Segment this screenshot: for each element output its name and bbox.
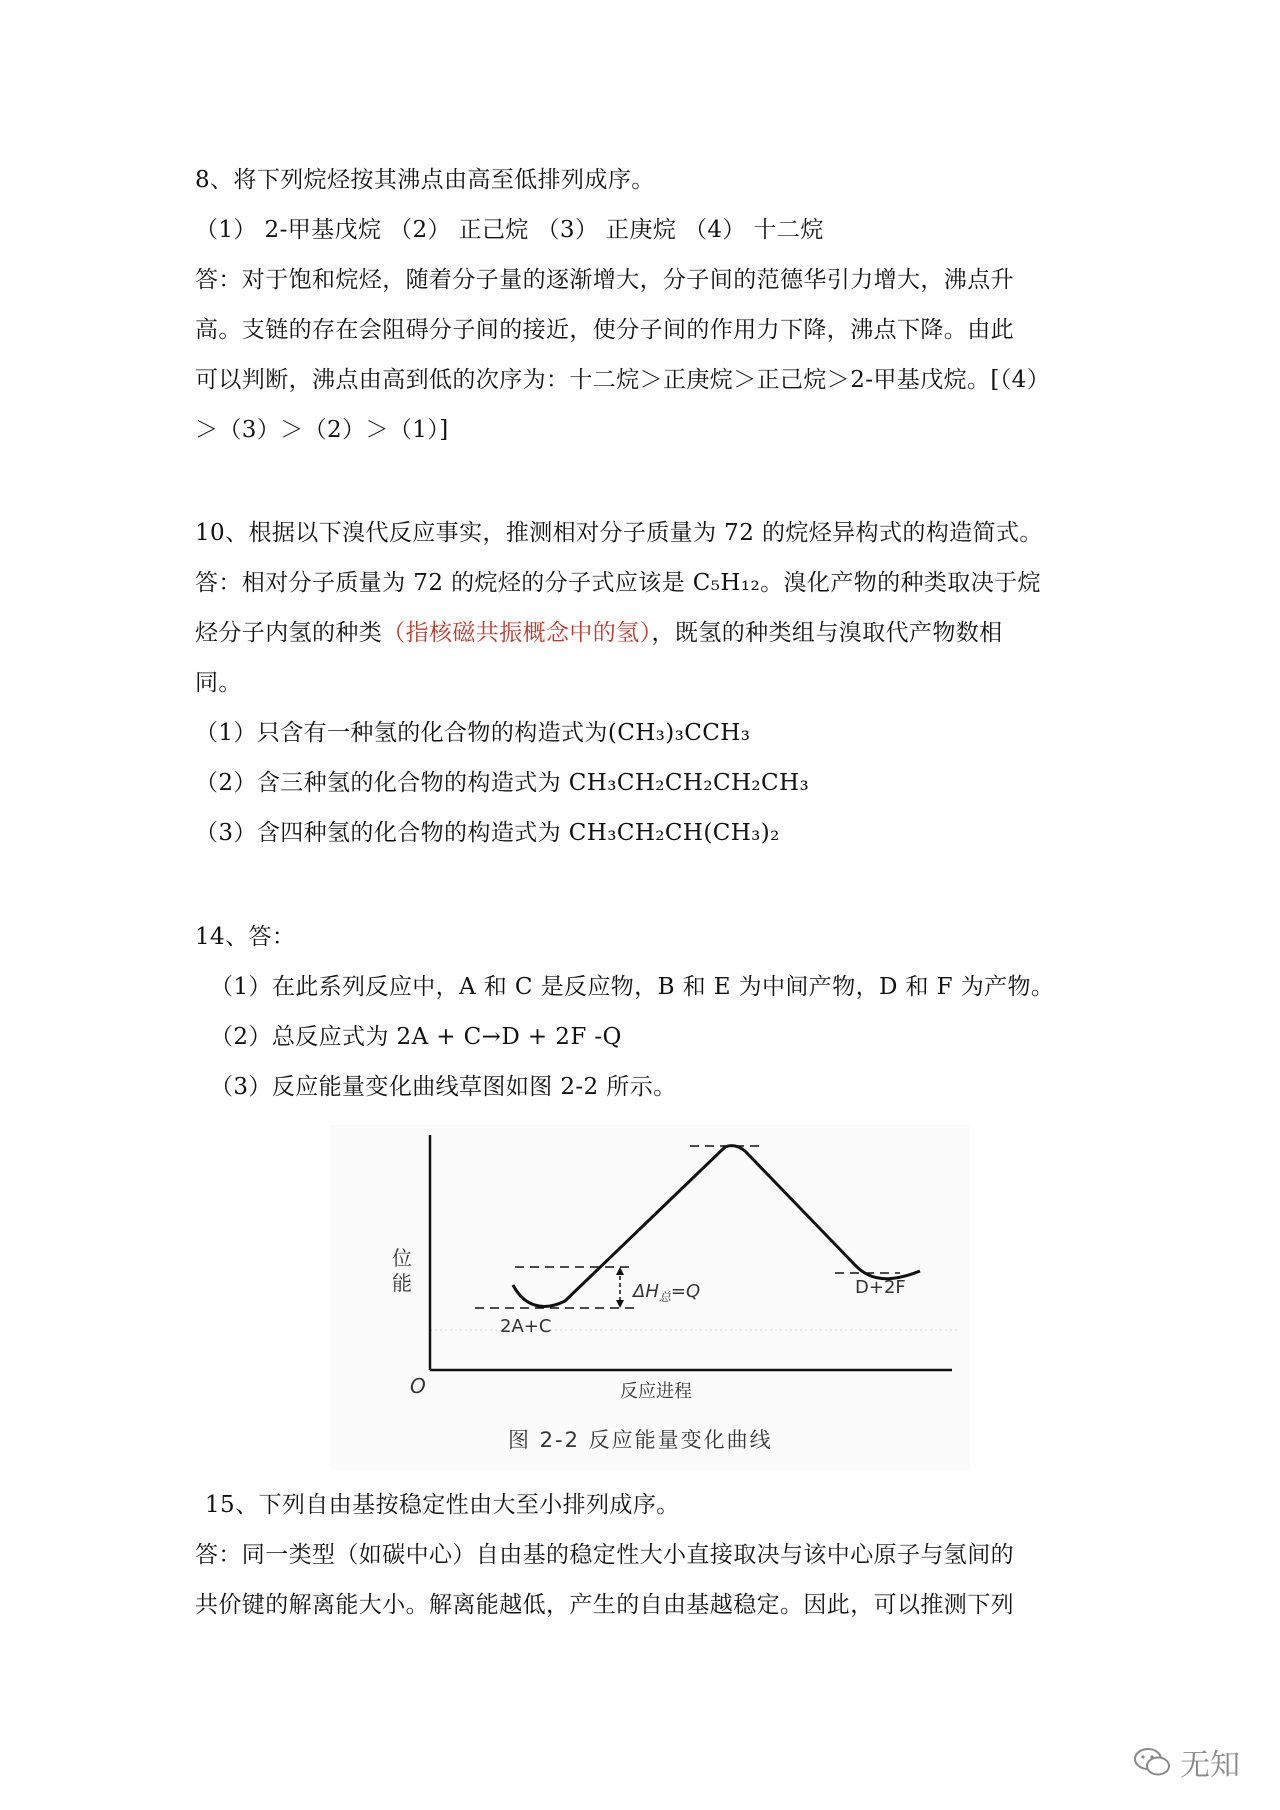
products-label: D+2F <box>855 1277 906 1298</box>
q15-answer-1: 答：同一类型（如碳中心）自由基的稳定性大小直接取决与该中心原子与氢间的 <box>195 1542 1014 1568</box>
q10-answer-2-a: 烃分子内氢的种类 <box>195 620 383 646</box>
watermark <box>1132 1740 1240 1784</box>
watermark-text: 无知 <box>1180 1748 1240 1783</box>
q10-item-1: （1）只含有一种氢的化合物的构造式为(CH₃)₃CCH₃ <box>195 720 751 746</box>
q10-answer-2 <box>195 618 1003 648</box>
q8-answer-3: 可以判断，沸点由高到低的次序为：十二烷＞正庚烷＞正己烷＞2-甲基戊烷。[（4） <box>195 367 1051 393</box>
x-axis-label: 反应进程 <box>620 1381 692 1402</box>
energy-diagram <box>330 1125 970 1470</box>
q10-answer-2-b: ，既氢的种类组与溴取代产物数相 <box>651 620 1003 646</box>
q10-title: 10、根据以下溴代反应事实，推测相对分子质量为 72 的烷烃异构式的构造简式。 <box>195 520 1043 546</box>
q15-answer-2: 共价键的解离能大小。解离能越低，产生的自由基越稳定。因此，可以推测下列 <box>195 1592 1014 1618</box>
delta-h-equals: =Q <box>670 1281 701 1302</box>
origin-label: O <box>410 1374 426 1398</box>
q8-answer-4: ＞（3）＞（2）＞（1）] <box>195 417 449 443</box>
q10-answer-1: 答：相对分子质量为 72 的烷烃的分子式应该是 C₅H₁₂。溴化产物的种类取决于烷 <box>195 570 1041 596</box>
q8-answer-2: 高。支链的存在会阻碍分子间的接近，使分子间的作用力下降，沸点下降。由此 <box>195 317 1014 343</box>
q10-nmr-note: （指核磁共振概念中的氢） <box>382 620 652 646</box>
q8-title: 8、将下列烷烃按其沸点由高至低排列成序。 <box>195 167 655 193</box>
y-axis-label-2: 能 <box>392 1271 412 1295</box>
q14-item-2: （2）总反应式为 2A + C→D + 2F -Q <box>210 1024 622 1050</box>
wechat-icon <box>1132 1745 1172 1779</box>
q14-title: 14、答： <box>195 924 296 950</box>
q10-item-2: （2）含三种氢的化合物的构造式为 CH₃CH₂CH₂CH₂CH₃ <box>195 770 810 796</box>
figure-caption: 图 2-2 反应能量变化曲线 <box>508 1428 773 1452</box>
q8-options: （1） 2-甲基戊烷 （2） 正己烷 （3） 正庚烷 （4） 十二烷 <box>195 217 824 243</box>
q10-item-3: （3）含四种氢的化合物的构造式为 CH₃CH₂CH(CH₃)₂ <box>195 820 780 846</box>
delta-h-symbol: ΔH <box>633 1281 659 1302</box>
y-axis-label-1: 位 <box>392 1246 412 1270</box>
reactants-label: 2A+C <box>500 1316 552 1337</box>
q8-answer-1: 答：对于饱和烷烃，随着分子量的逐渐增大，分子间的范德华引力增大，沸点升 <box>195 267 1014 293</box>
q10-answer-3: 同。 <box>195 670 242 696</box>
q14-item-1: （1）在此系列反应中，A 和 C 是反应物，B 和 E 为中间产物，D 和 F 为产物。 <box>210 974 1055 1000</box>
q15-title: 15、下列自由基按稳定性由大至小排列成序。 <box>205 1492 680 1518</box>
q14-item-3: （3）反应能量变化曲线草图如图 2-2 所示。 <box>210 1074 677 1100</box>
delta-h-subscript: 总 <box>658 1290 671 1304</box>
